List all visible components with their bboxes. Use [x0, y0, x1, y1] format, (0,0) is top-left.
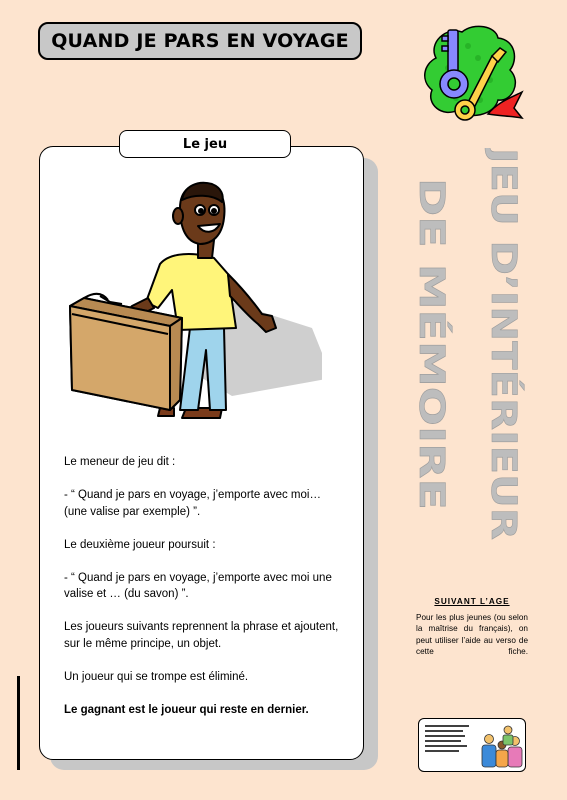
- margin-bar: [17, 676, 20, 770]
- rules-conclusion: Le gagnant est le joueur qui reste en dernier.: [64, 703, 309, 716]
- people-group-icon: [418, 718, 526, 772]
- page-title: QUAND JE PARS EN VOYAGE: [51, 30, 349, 52]
- rules-paragraph: Le meneur de jeu dit :: [64, 456, 176, 468]
- header-title-box: [38, 22, 362, 60]
- rules-paragraph: - “ Quand je pars en voyage, j’emporte avec moi… (une valise par exemple) ”.: [64, 489, 321, 518]
- traveler-with-suitcase-illustration: [62, 178, 322, 422]
- age-note-heading: SUIVANT L’AGE: [434, 597, 510, 606]
- rules-paragraph: Le deuxième joueur poursuit :: [64, 538, 216, 551]
- age-note: [416, 596, 528, 658]
- vertical-title: [408, 148, 538, 543]
- card-tab-label: Le jeu: [182, 136, 228, 152]
- rules-paragraph: Les joueurs suivants reprennent la phrase et ajoutent, sur le même principe, un objet.: [64, 621, 339, 650]
- rules-text: [64, 454, 340, 735]
- rules-paragraph: - “ Quand je pars en voyage, j’emporte avec moi une valise et … (du savon) ”.: [64, 571, 332, 600]
- vertical-title-line-2: DE MÉMOIRE: [411, 178, 451, 431]
- card-tab: [119, 130, 291, 158]
- rules-paragraph: Un joueur qui se trompe est éliminé.: [64, 670, 249, 683]
- keys-icon: [418, 18, 530, 130]
- vertical-title-line-1: JEU D’INTÉRIEUR: [483, 148, 523, 478]
- age-note-body: Pour les plus jeunes (ou selon la maîtrise du français), on peut utiliser l’aide au verso de cette fiche.: [416, 612, 528, 656]
